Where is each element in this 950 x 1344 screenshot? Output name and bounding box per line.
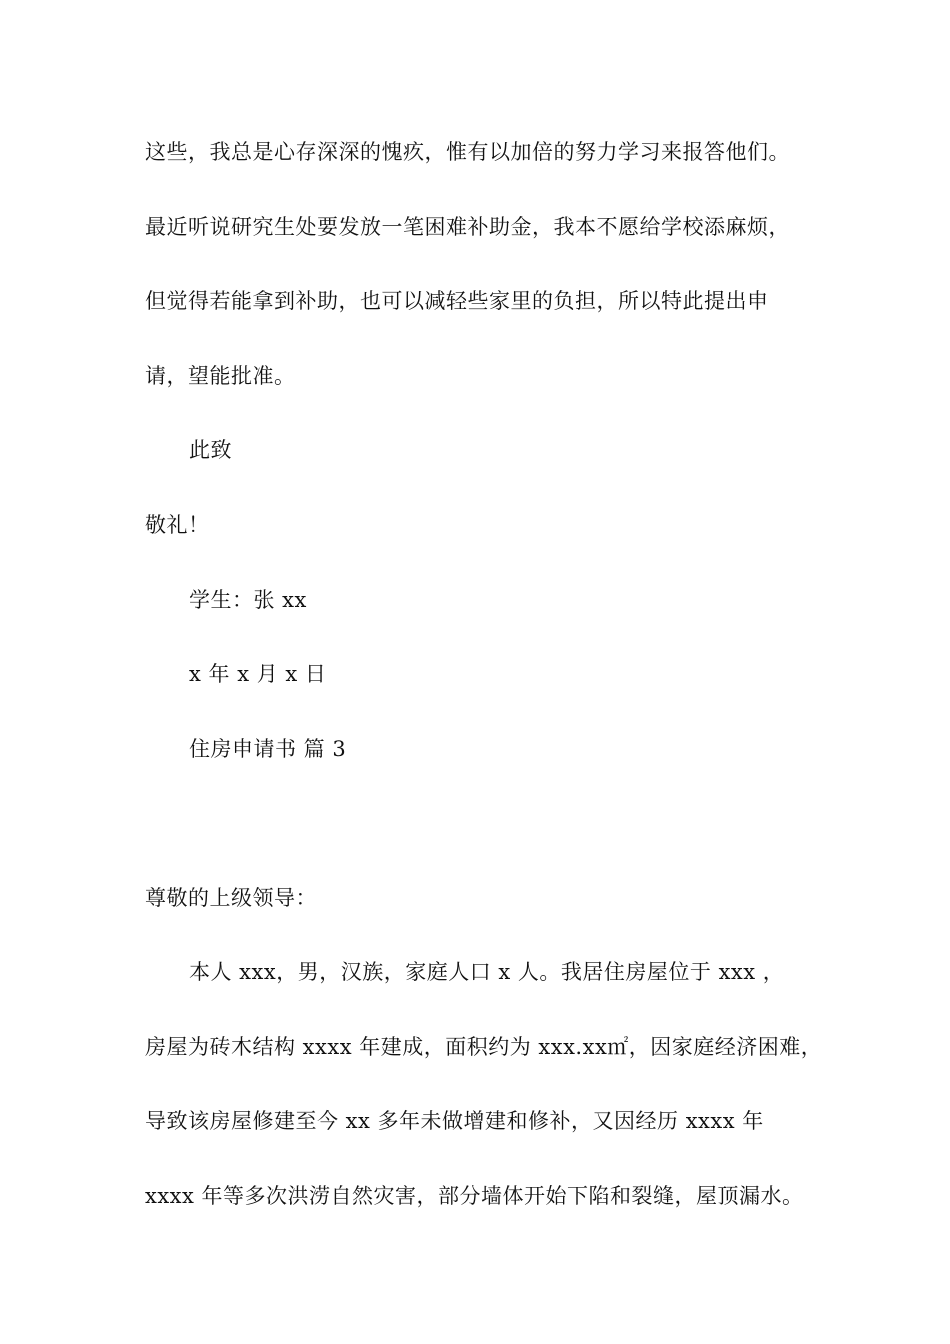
closing-salutation: 此致: [189, 438, 232, 462]
paragraph-line: 房屋为砖木结构 xxxx 年建成，面积约为 xxx.xx㎡，因家庭经济困难，: [145, 1035, 823, 1059]
paragraph-line: 请，望能批准。: [145, 364, 296, 388]
paragraph-line: 最近听说研究生处要发放一笔困难补助金，我本不愿给学校添麻烦，: [145, 215, 790, 239]
section-title: 住房申请书 篇 3: [189, 737, 347, 761]
closing-regards: 敬礼！: [145, 513, 210, 537]
paragraph-line: 但觉得若能拿到补助，也可以减轻些家里的负担，所以特此提出申: [145, 289, 769, 313]
signature-date: x 年 x 月 x 日: [189, 662, 327, 686]
signature-name: 学生：张 xx: [189, 588, 307, 612]
paragraph-line: 导致该房屋修建至今 xx 多年未做增建和修补，又因经历 xxxx 年: [145, 1109, 764, 1133]
paragraph-line: 本人 xxx，男，汉族，家庭人口 x 人。我居住房屋位于 xxx ，: [189, 960, 785, 984]
paragraph-line: 这些，我总是心存深深的愧疚，惟有以加倍的努力学习来报答他们。: [145, 140, 790, 164]
paragraph-line: xxxx 年等多次洪涝自然灾害，部分墙体开始下陷和裂缝，屋顶漏水。: [145, 1184, 804, 1208]
letter-greeting: 尊敬的上级领导：: [145, 886, 317, 910]
